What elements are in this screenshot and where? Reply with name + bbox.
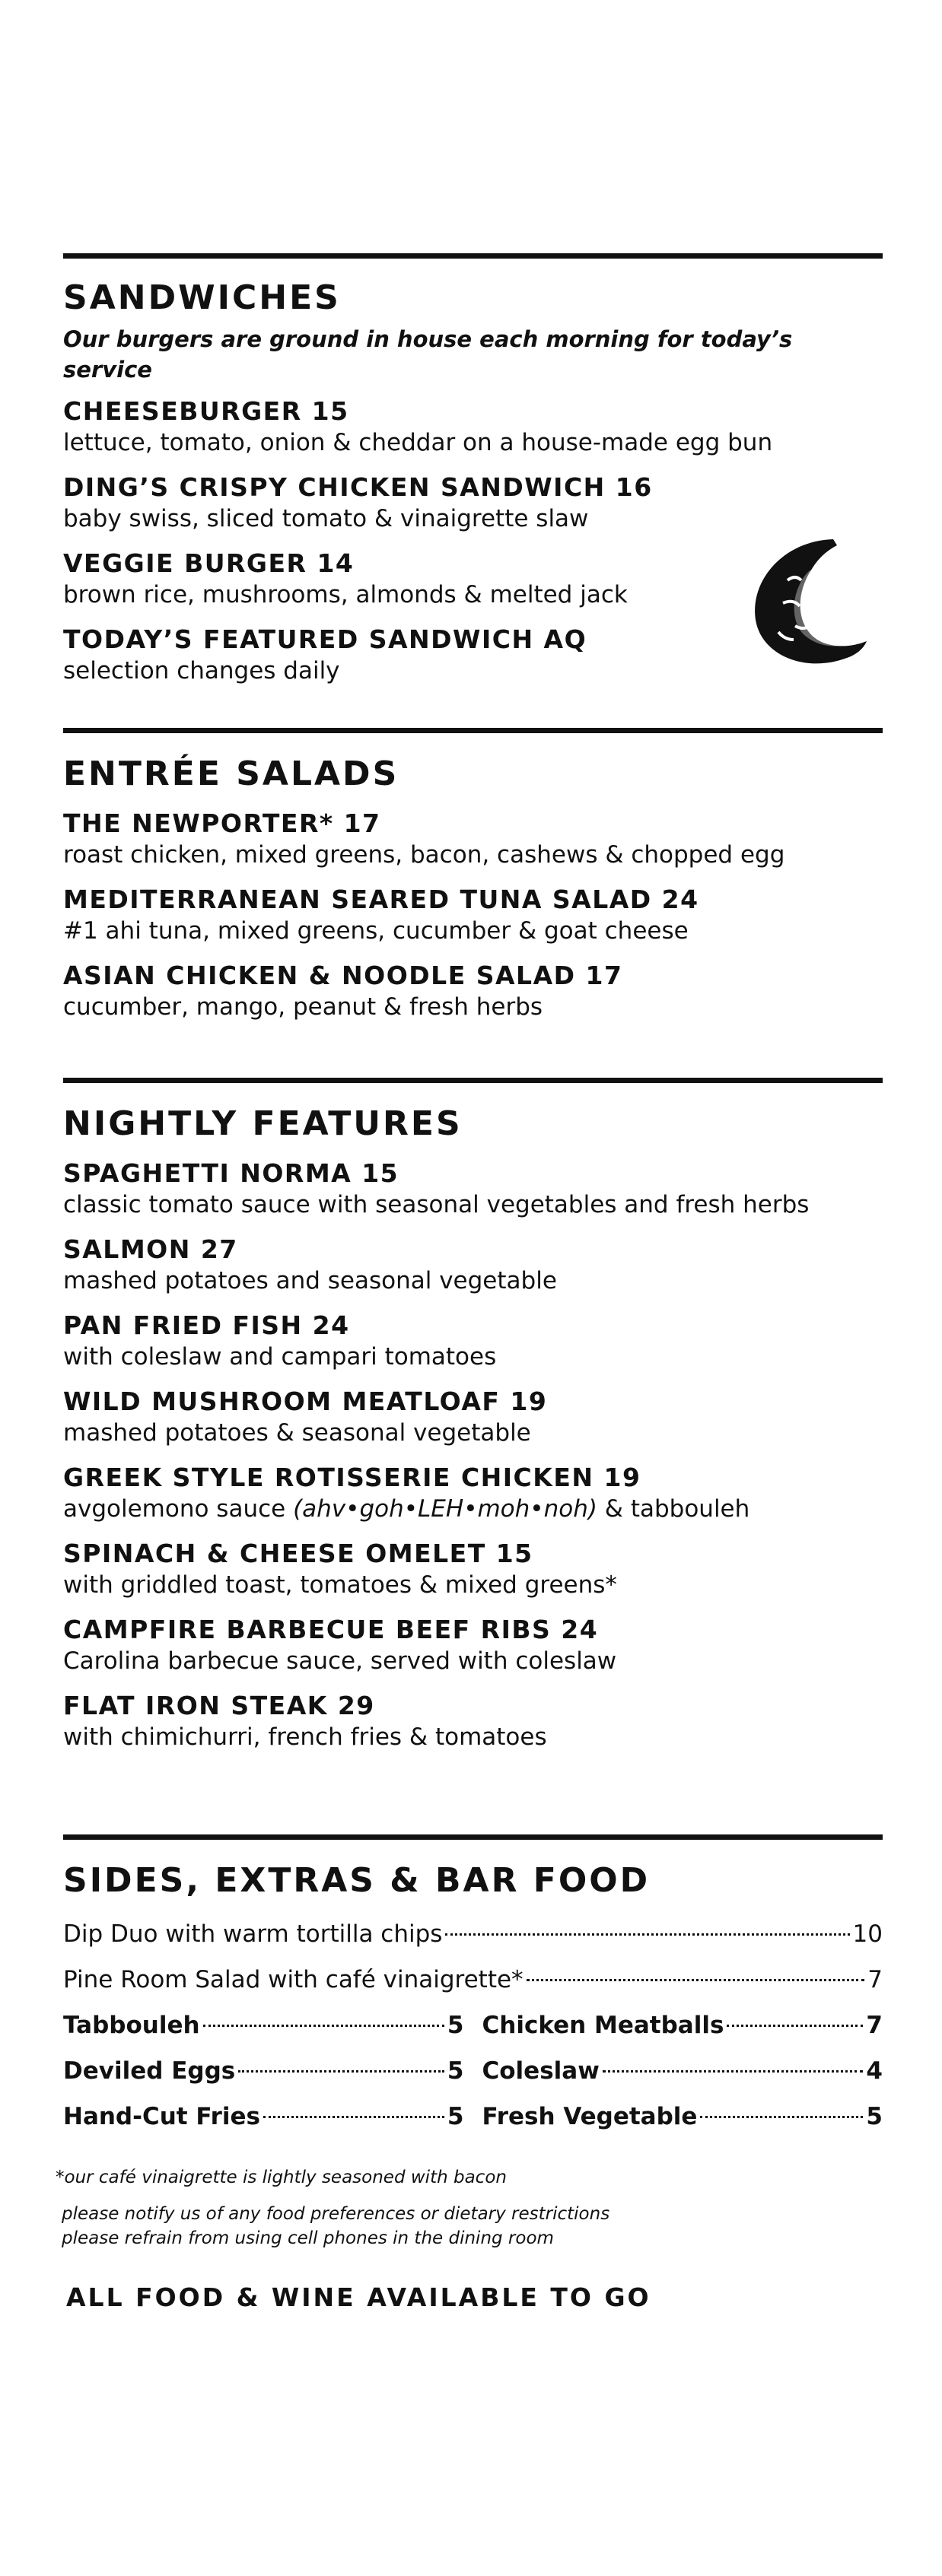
leader-dots <box>727 2025 863 2027</box>
item-name: WILD MUSHROOM MEATLOAF 19 <box>63 1386 548 1416</box>
side-label: Chicken Meatballs <box>482 2012 724 2039</box>
menu-item <box>63 1690 883 1752</box>
side-item <box>63 2007 464 2044</box>
side-label: Dip Duo with warm tortilla chips <box>63 1920 443 1948</box>
section-divider <box>63 253 883 259</box>
leader-dots <box>263 2116 444 2118</box>
section-divider <box>63 728 883 733</box>
side-price: 7 <box>867 1966 883 1993</box>
side-price: 4 <box>866 2057 883 2085</box>
item-name: SPAGHETTI NORMA 15 <box>63 1158 399 1188</box>
menu-item <box>63 1158 883 1220</box>
menu-item <box>63 1234 883 1296</box>
side-item <box>482 2007 883 2044</box>
side-price: 5 <box>866 2103 883 2130</box>
item-desc: lettuce, tomato, onion & cheddar on a house-made egg bun <box>63 429 773 456</box>
leader-dots <box>603 2070 864 2073</box>
features-section <box>63 1078 883 1752</box>
notice: please notify us of any food preferences or dietary restrictions <box>62 2204 610 2224</box>
side-item <box>482 2098 883 2135</box>
footer <box>56 2165 883 2312</box>
notice: please refrain from using cell phones in the dining room <box>62 2228 554 2248</box>
side-label: Coleslaw <box>482 2057 600 2085</box>
section-divider <box>63 1834 883 1840</box>
side-price: 5 <box>447 2057 464 2085</box>
sides-right-column <box>482 2007 883 2135</box>
item-desc: #1 ahi tuna, mixed greens, cucumber & goat cheese <box>63 917 689 945</box>
side-item <box>63 1916 883 1952</box>
side-price: 10 <box>852 1920 883 1948</box>
menu-item <box>63 1386 883 1448</box>
side-price: 5 <box>447 2012 464 2039</box>
sides-section <box>63 1834 883 2135</box>
salads-section <box>63 728 883 1022</box>
item-desc: Carolina barbecue sauce, served with coleslaw <box>63 1647 617 1675</box>
item-name: CHEESEBURGER 15 <box>63 396 349 426</box>
item-desc: with griddled toast, tomatoes & mixed greens* <box>63 1571 617 1599</box>
menu-item <box>63 884 883 946</box>
menu-item <box>63 960 883 1022</box>
menu-item <box>63 472 883 534</box>
item-name: MEDITERRANEAN SEARED TUNA SALAD 24 <box>63 885 699 914</box>
menu-item <box>63 1538 883 1600</box>
item-desc: brown rice, mushrooms, almonds & melted jack <box>63 581 628 608</box>
item-name: DING’S CRISPY CHICKEN SANDWICH 16 <box>63 472 653 502</box>
menu-item <box>63 1462 883 1524</box>
item-name: SPINACH & CHEESE OMELET 15 <box>63 1539 533 1568</box>
crescent-moon-icon <box>742 535 867 668</box>
footnote: *our café vinaigrette is lightly seasoned with bacon <box>56 2168 507 2187</box>
leader-dots <box>700 2116 863 2118</box>
item-name: ASIAN CHICKEN & NOODLE SALAD 17 <box>63 961 623 990</box>
side-item <box>63 2098 464 2135</box>
side-label: Hand-Cut Fries <box>63 2103 261 2130</box>
pronunciation: (ahv•goh•LEH•moh•noh) <box>293 1495 597 1523</box>
side-label: Tabbouleh <box>63 2012 200 2039</box>
side-item <box>63 1961 883 1998</box>
item-desc: cucumber, mango, peanut & fresh herbs <box>63 993 543 1021</box>
section-title: SANDWICHES <box>63 278 341 317</box>
item-desc: mashed potatoes & seasonal vegetable <box>63 1419 531 1447</box>
leader-dots <box>445 1933 849 1936</box>
section-title: ENTRÉE SALADS <box>63 754 399 793</box>
sides-grid <box>63 2007 883 2135</box>
item-desc: baby swiss, sliced tomato & vinaigrette slaw <box>63 505 589 532</box>
item-desc: roast chicken, mixed greens, bacon, cashews & chopped egg <box>63 841 785 869</box>
item-desc: selection changes daily <box>63 657 340 684</box>
item-desc: with chimichurri, french fries & tomatoes <box>63 1723 547 1751</box>
leader-dots <box>527 1979 865 1981</box>
item-name: SALMON 27 <box>63 1234 238 1264</box>
leader-dots <box>238 2070 444 2073</box>
item-desc-text: avgolemono sauce <box>63 1495 294 1523</box>
sandwiches-section <box>63 253 883 686</box>
to-go-notice: ALL FOOD & WINE AVAILABLE TO GO <box>66 2282 651 2312</box>
item-desc: with coleslaw and campari tomatoes <box>63 1343 497 1371</box>
menu-item <box>63 395 883 458</box>
item-desc: mashed potatoes and seasonal vegetable <box>63 1267 557 1294</box>
side-label: Deviled Eggs <box>63 2057 236 2085</box>
item-name: PAN FRIED FISH 24 <box>63 1310 350 1340</box>
side-price: 7 <box>866 2012 883 2039</box>
section-note: Our burgers are ground in house each morning for today’s service <box>63 326 793 383</box>
item-name: THE NEWPORTER* 17 <box>63 808 381 838</box>
side-item <box>482 2053 883 2089</box>
item-name: TODAY’S FEATURED SANDWICH AQ <box>63 624 587 654</box>
side-price: 5 <box>447 2103 464 2130</box>
menu-item <box>63 1310 883 1372</box>
side-label: Fresh Vegetable <box>482 2103 698 2130</box>
item-name: GREEK STYLE ROTISSERIE CHICKEN 19 <box>63 1463 641 1492</box>
section-title: SIDES, EXTRAS & BAR FOOD <box>63 1861 651 1900</box>
section-title: NIGHTLY FEATURES <box>63 1104 463 1143</box>
item-name: FLAT IRON STEAK 29 <box>63 1691 375 1720</box>
item-desc: classic tomato sauce with seasonal vegetables and fresh herbs <box>63 1191 810 1218</box>
menu-item <box>63 1614 883 1676</box>
section-divider <box>63 1078 883 1083</box>
side-item <box>63 2053 464 2089</box>
menu-item <box>63 808 883 870</box>
item-desc-text: & tabbouleh <box>597 1495 750 1523</box>
leader-dots <box>203 2025 444 2027</box>
item-desc <box>63 1494 883 1524</box>
item-name: VEGGIE BURGER 14 <box>63 548 355 578</box>
item-name: CAMPFIRE BARBECUE BEEF RIBS 24 <box>63 1615 599 1644</box>
sides-left-column <box>63 2007 464 2135</box>
side-label: Pine Room Salad with café vinaigrette* <box>63 1966 524 1993</box>
